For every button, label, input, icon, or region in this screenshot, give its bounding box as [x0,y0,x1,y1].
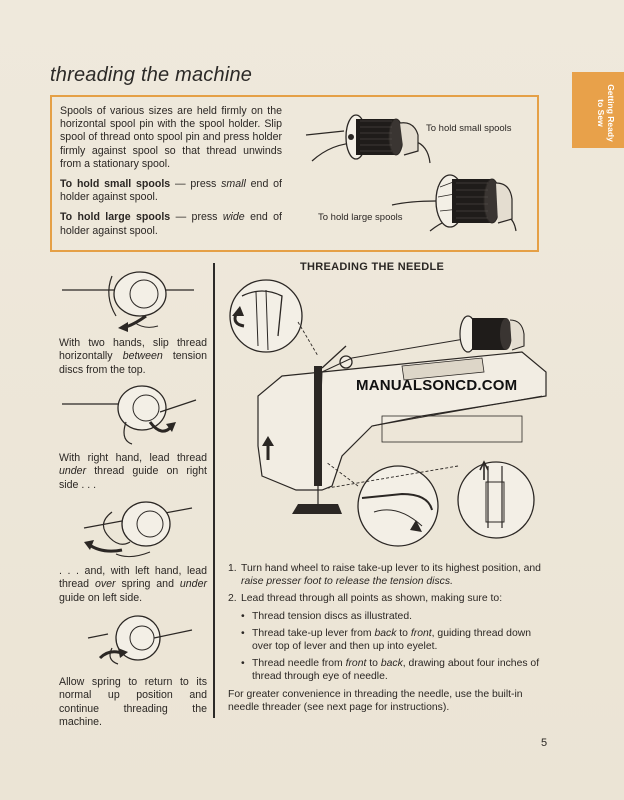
small-spool-label: To hold small spools [60,178,171,191]
step-2-text: With right hand, lead thread under thread guide on right side . . . [59,452,207,491]
step-3-text: . . . and, with left hand, lead thread over spring and under guide on left side. [59,565,207,604]
instruction-2: 2. Lead thread through all points as shown, making sure to: [228,593,503,605]
spring-return-illustration [88,608,198,672]
small-spool-instruction: To hold small spools — press small end of holder against spool. [60,178,282,204]
instruction-1: 1. Turn hand wheel to raise take-up lever to its highest position, and raise presser foot to release the tension discs. [228,563,541,588]
instruction-bullet-2: • Thread take-up lever from back to front, guiding thread down over top of lever and then up into eyelet. [241,627,532,653]
step-4-text: Allow spring to return to its normal up position and continue threading the machine. [59,676,207,728]
small-spool-caption: To hold small spools [426,123,512,134]
small-spool-illustration [304,101,434,173]
spool-intro: Spools of various sizes are held firmly on the horizontal spool pin with the spool holder. Slip spool of thread onto spool pin and press holder firmly against spool so that thread unwinds from a stationary spool. [60,105,282,170]
section-tab-line2: to Sew [596,99,606,127]
section-tab-line1: Getting Ready [606,84,616,142]
thread-guide-right-illustration [62,382,202,452]
step-1-text: With two hands, slip thread horizontally between tension discs from the top. [59,337,208,376]
large-spool-label: To hold large spools [60,211,171,224]
large-spool-illustration [390,165,520,237]
machine-threading-diagram [222,276,554,556]
threading-instructions [228,562,546,714]
spool-holder-box [50,95,539,252]
spool-holder-text [60,105,282,245]
needle-threader-note: For greater convenience in threading the needle, use the built-in needle threader (see next page for instructions). [228,688,523,713]
instruction-bullet-1: • Thread tension discs as illustrated. [241,610,412,622]
page-title: threading the machine [50,64,253,86]
tension-discs-step1-illustration [62,266,202,336]
large-spool-caption: To hold large spools [318,212,403,223]
spring-guide-left-illustration [66,494,206,564]
threading-needle-heading: THREADING THE NEEDLE [300,261,445,273]
large-spool-instruction: To hold large spools — press wide end of holder against spool. [60,211,282,237]
watermark-text: MANUALSONCD.COM [356,377,518,394]
instruction-bullet-3: • Thread needle from front to back, drawing about four inches of thread through eye of needle. [241,658,540,683]
page-number: 5 [541,737,548,749]
column-divider [213,263,215,718]
section-tab [572,72,624,148]
